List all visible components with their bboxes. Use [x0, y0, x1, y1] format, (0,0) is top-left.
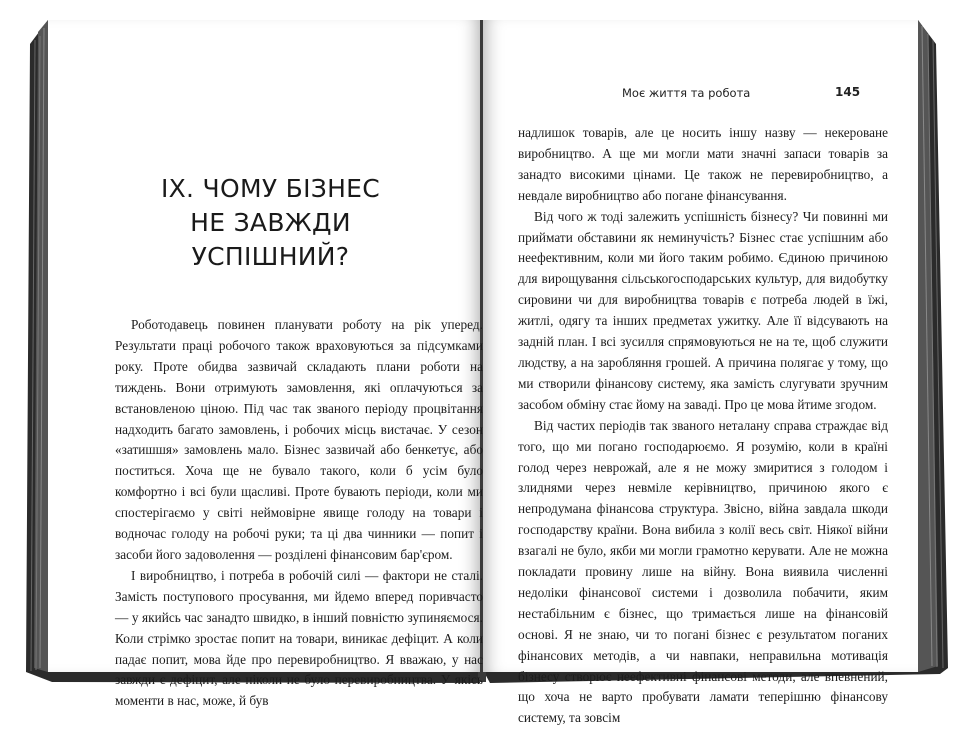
left-page [48, 20, 483, 709]
paragraph: Від частих періодів так званого неталану справа страждає від того, що ми погано господарюємо. Я розумію, коли в країні голод через неврожай, але я не можу змиритися з голодом і злиднями через невміле керівництво, причиною якого є непродумана фінансова структура. Звісно, війна завдала шкоди господарству країни. Вона вибила з колії весь світ. Ніякої війни взагалі не було, якби ми могли грамотно керувати. Але не можна покладати провину лише на війну. Вона виявила численні недоліки фінансової системи і дозволила побачити, яким нестабільним є бізнес, що тримається лише на фінансовій основі. Я не знаю, чи то погані бізнес є результатом поганих фінансових методів, а чи навпаки, неправильна мотивація бізнесу створює неефективні фінансові методи, але впевнений, що хоча не варто пробувати ламати теперішню фінансову систему, та зовсім [518, 417, 888, 726]
right-page-body [518, 123, 888, 729]
paragraph: Від чого ж тоді залежить успішність бізнесу? Чи повинні ми приймати обставини як неминучість? Бізнес стає успішним або неефективним, коли ми його таким робимо. Єдиною причиною для вирощування сільськогосподарських культур, для видобутку сировини чи для виробництва товарів є потреба людей в їжі, житлі, одягу та інших предметах ужитку. Але її відсувають на задній план. І всі зусилля спрямовуються не на те, щоб служити людству, а на заробляння грошей. А причина полягає у тому, що ми створили фінансову систему, яка замість слугувати зручним засобом обміну стає йому на заваді. Про це мова йтиме згодом. [518, 208, 888, 412]
paragraph: І виробництво, і потреба в робочій силі — фактори не сталі. Замість поступового просування, ми йдемо вперед поривчасто — у якийсь час занадто швидко, в інший повністю зупиняємося. Коли стрімко зростає попит на товари, виникає дефіцит. А коли падає попит, мова йде про перевиробництво. Я вважаю, у нас завжди є дефіцит, але ніколи не було перевиробництва. У якісь моменти в нас, може, й був [115, 567, 483, 709]
right-page [483, 20, 918, 726]
left-page-body [115, 315, 483, 712]
paragraph: надлишок товарів, але це носить іншу назву — некероване виробництво. А ще ми могли мати значні запаси товарів за занадто високими цінами. Це також не перевиробництво, а невдале виробництво або погане фінансування. [518, 125, 888, 203]
chapter-title [158, 172, 383, 274]
chapter-title-line: НЕ ЗАВЖДИ [190, 208, 351, 237]
page-number: 145 [835, 85, 861, 99]
running-title: Моє життя та робота [622, 86, 751, 100]
paragraph: Роботодавець повинен планувати роботу на рік уперед. Результати праці робочого також враховуються за підсумками року. Проте обидва зазвичай складають плани роботи на тиждень. Вони отримують замовлення, які оплачуються за встановленою ціною. Під час так званого періоду процвітання надходить багато замовлень, і робочих місць вистачає. У сезон «затишшя» замовлень мало. Бізнес зазвичай або бенкетує, або поститься. Хоча ще не бувало такого, коли б усім було комфортно і всі були щасливі. Проте бувають періоди, коли ми спостерігаємо у світі неймовірне явище голоду на товари і водночас голоду на робочі руки; та ці два чинники — попит і засоби його задоволення — розділені фінансовим бар'єром. [115, 317, 483, 562]
chapter-title-line: УСПІШНИЙ? [191, 242, 350, 271]
chapter-title-line: IX. ЧОМУ БІЗНЕС [160, 174, 381, 203]
